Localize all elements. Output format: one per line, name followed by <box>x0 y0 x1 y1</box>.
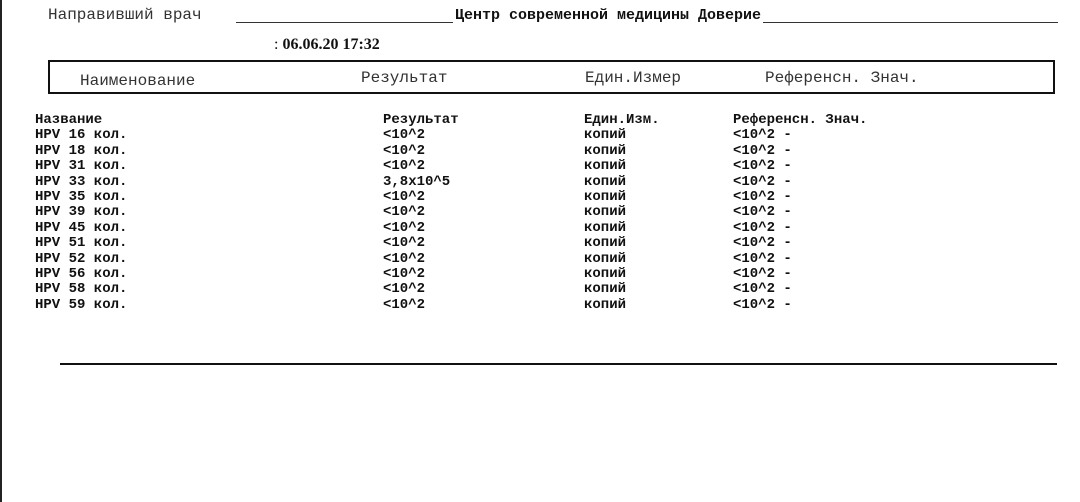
row-result: <10^2 <box>383 188 426 205</box>
page-left-border <box>0 0 2 502</box>
row-reference: <10^2 - <box>733 296 792 313</box>
row-reference: <10^2 - <box>733 265 792 282</box>
row-result: <10^2 <box>383 281 426 298</box>
row-name: HPV 45 кол. <box>35 219 128 236</box>
row-unit: копий <box>584 142 627 159</box>
row-unit: копий <box>584 235 627 252</box>
row-result: <10^2 <box>383 158 426 175</box>
header-box-reference: Референсн. Знач. <box>765 69 919 87</box>
row-name: HPV 31 кол. <box>35 158 128 175</box>
report-datetime <box>274 36 380 54</box>
row-unit: копий <box>584 296 627 313</box>
column-header-name: Название <box>35 112 103 128</box>
row-result: <10^2 <box>383 142 426 159</box>
referrer-label: Направивший врач <box>48 6 202 24</box>
row-reference: <10^2 - <box>733 158 792 175</box>
row-result: <10^2 <box>383 250 426 267</box>
row-unit: копий <box>584 188 627 205</box>
row-name: HPV 52 кол. <box>35 250 128 267</box>
row-name: HPV 59 кол. <box>35 296 128 313</box>
row-unit: копий <box>584 250 627 267</box>
row-unit: копий <box>584 281 627 298</box>
column-header-unit: Един.Изм. <box>584 112 660 128</box>
row-reference: <10^2 - <box>733 127 792 144</box>
row-name: HPV 35 кол. <box>35 188 128 205</box>
row-name: HPV 51 кол. <box>35 235 128 252</box>
row-unit: копий <box>584 219 627 236</box>
row-unit: копий <box>584 173 627 190</box>
row-name: HPV 58 кол. <box>35 281 128 298</box>
column-header-reference: Референсн. Знач. <box>733 112 868 128</box>
row-name: HPV 16 кол. <box>35 127 128 144</box>
row-reference: <10^2 - <box>733 173 792 190</box>
column-header-box <box>48 60 1055 94</box>
row-unit: копий <box>584 158 627 175</box>
row-result: <10^2 <box>383 219 426 236</box>
header-box-name: Наименование <box>80 72 196 90</box>
row-unit: копий <box>584 127 627 144</box>
row-result: 3,8x10^5 <box>383 173 451 190</box>
row-name: HPV 39 кол. <box>35 204 128 221</box>
row-reference: <10^2 - <box>733 219 792 236</box>
row-name: HPV 33 кол. <box>35 173 128 190</box>
bottom-divider <box>60 363 1057 365</box>
row-reference: <10^2 - <box>733 281 792 298</box>
row-unit: копий <box>584 204 627 221</box>
row-result: <10^2 <box>383 296 426 313</box>
row-reference: <10^2 - <box>733 142 792 159</box>
header-box-result: Результат <box>361 69 448 87</box>
header-box-unit: Един.Измер <box>585 69 682 87</box>
row-result: <10^2 <box>383 235 426 252</box>
row-result: <10^2 <box>383 204 426 221</box>
datetime-separator: : <box>274 36 279 53</box>
clinic-name: Центр современной медицины Доверие <box>455 7 762 24</box>
row-reference: <10^2 - <box>733 188 792 205</box>
row-name: HPV 56 кол. <box>35 265 128 282</box>
row-reference: <10^2 - <box>733 250 792 267</box>
datetime-value: 06.06.20 17:32 <box>282 36 380 53</box>
row-reference: <10^2 - <box>733 204 792 221</box>
column-header-result: Результат <box>383 112 459 128</box>
row-result: <10^2 <box>383 265 426 282</box>
row-unit: копий <box>584 265 627 282</box>
row-name: HPV 18 кол. <box>35 142 128 159</box>
row-result: <10^2 <box>383 127 426 144</box>
row-reference: <10^2 - <box>733 235 792 252</box>
